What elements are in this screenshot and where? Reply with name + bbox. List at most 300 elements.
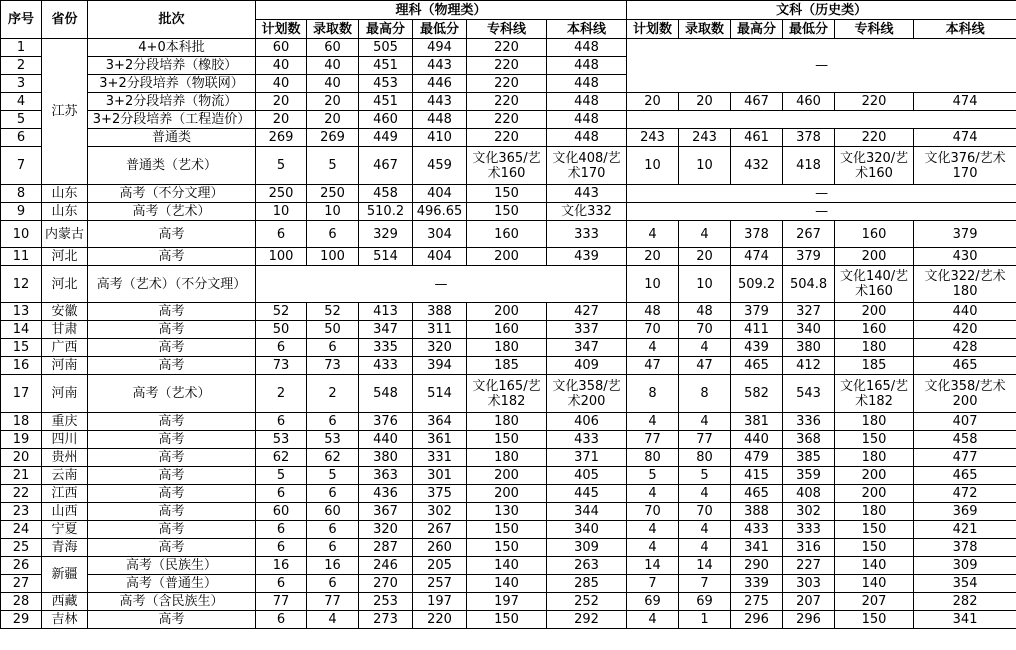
cell: 6 xyxy=(256,485,307,503)
province-cell: 河北 xyxy=(42,266,88,303)
table-row xyxy=(1,503,1016,521)
cell: 220 xyxy=(467,57,547,75)
cell: 6 xyxy=(256,339,307,357)
cell: 380 xyxy=(359,449,413,467)
cell: 347 xyxy=(359,321,413,339)
province-cell: 河南 xyxy=(42,375,88,413)
seq-cell: 20 xyxy=(1,449,42,467)
cell: 5 xyxy=(256,147,307,185)
cell: 文化322/艺术180 xyxy=(914,266,1016,303)
cell: 448 xyxy=(547,57,627,75)
cell: 220 xyxy=(467,93,547,111)
cell: 80 xyxy=(627,449,679,467)
cell: 448 xyxy=(547,75,627,93)
cell: 433 xyxy=(359,357,413,375)
cell: 427 xyxy=(547,303,627,321)
cell: 40 xyxy=(256,75,307,93)
cell: 70 xyxy=(627,321,679,339)
cell: 327 xyxy=(783,303,835,321)
cell: 6 xyxy=(307,339,359,357)
cell: 150 xyxy=(835,611,914,629)
cell: 20 xyxy=(256,111,307,129)
cell: 340 xyxy=(547,521,627,539)
cell: 20 xyxy=(627,93,679,111)
cell: 207 xyxy=(783,593,835,611)
province-cell: 青海 xyxy=(42,539,88,557)
cell: 363 xyxy=(359,467,413,485)
cell: 448 xyxy=(547,129,627,147)
cell: 4 xyxy=(679,221,731,248)
cell: 460 xyxy=(359,111,413,129)
cell: 443 xyxy=(413,57,467,75)
seq-cell: 13 xyxy=(1,303,42,321)
cell: 60 xyxy=(307,39,359,57)
seq-cell: 16 xyxy=(1,357,42,375)
cell: 4 xyxy=(679,339,731,357)
cell: 160 xyxy=(467,321,547,339)
cell: 2 xyxy=(256,375,307,413)
seq-cell: 4 xyxy=(1,93,42,111)
table-row xyxy=(1,39,1016,57)
cell: 6 xyxy=(256,413,307,431)
batch-cell: 高考 xyxy=(88,431,256,449)
cell: 200 xyxy=(467,467,547,485)
seq-cell: 15 xyxy=(1,339,42,357)
table-row xyxy=(1,147,1016,185)
cell: 433 xyxy=(731,521,783,539)
cell: 69 xyxy=(679,593,731,611)
table-row xyxy=(1,266,1016,303)
cell: 407 xyxy=(914,413,1016,431)
cell: 354 xyxy=(914,575,1016,593)
cell: 5 xyxy=(679,467,731,485)
cell: 150 xyxy=(835,521,914,539)
cell: 304 xyxy=(413,221,467,248)
cell: 290 xyxy=(731,557,783,575)
cell: 440 xyxy=(359,431,413,449)
cell: 14 xyxy=(679,557,731,575)
cell: 4 xyxy=(627,413,679,431)
cell: 220 xyxy=(413,611,467,629)
cell: 282 xyxy=(914,593,1016,611)
batch-cell: 高考（艺术）（不分文理） xyxy=(88,266,256,303)
cell: 394 xyxy=(413,357,467,375)
cell: 430 xyxy=(914,248,1016,266)
cell: 461 xyxy=(731,129,783,147)
cell: 73 xyxy=(307,357,359,375)
province-cell: 河南 xyxy=(42,357,88,375)
cell: 160 xyxy=(835,321,914,339)
cell: 200 xyxy=(467,248,547,266)
cell: 388 xyxy=(413,303,467,321)
cell: 451 xyxy=(359,57,413,75)
cell: 367 xyxy=(359,503,413,521)
cell: 80 xyxy=(679,449,731,467)
cell: 388 xyxy=(731,503,783,521)
table-row xyxy=(1,467,1016,485)
cell: 150 xyxy=(467,203,547,221)
cell: 477 xyxy=(914,449,1016,467)
cell: 文化376/艺术170 xyxy=(914,147,1016,185)
cell: 448 xyxy=(547,39,627,57)
cell: 150 xyxy=(467,539,547,557)
cell: 335 xyxy=(359,339,413,357)
cell: 273 xyxy=(359,611,413,629)
table-row xyxy=(1,203,1016,221)
cell: 文化320/艺术160 xyxy=(835,147,914,185)
province-cell: 内蒙古 xyxy=(42,221,88,248)
cell: 20 xyxy=(679,93,731,111)
cell: 197 xyxy=(413,593,467,611)
cell: 4 xyxy=(307,611,359,629)
cell: 6 xyxy=(256,611,307,629)
cell: 4 xyxy=(627,521,679,539)
cell: 48 xyxy=(679,303,731,321)
seq-cell: 5 xyxy=(1,111,42,129)
cell: 448 xyxy=(413,111,467,129)
cell: 100 xyxy=(307,248,359,266)
cell: 185 xyxy=(467,357,547,375)
province-cell: 山西 xyxy=(42,503,88,521)
cell: 6 xyxy=(256,539,307,557)
cell: 文化358/艺术200 xyxy=(914,375,1016,413)
cell: 1 xyxy=(679,611,731,629)
cell: 14 xyxy=(627,557,679,575)
table-row xyxy=(1,357,1016,375)
cell: 5 xyxy=(307,467,359,485)
cell: 275 xyxy=(731,593,783,611)
batch-cell: 高考 xyxy=(88,539,256,557)
cell: 2 xyxy=(307,375,359,413)
cell: 6 xyxy=(307,485,359,503)
cell: 543 xyxy=(783,375,835,413)
cell: 文化332 xyxy=(547,203,627,221)
cell: 140 xyxy=(835,557,914,575)
cell: 150 xyxy=(835,431,914,449)
table-row xyxy=(1,611,1016,629)
cell: 369 xyxy=(914,503,1016,521)
cell: 329 xyxy=(359,221,413,248)
cell: 309 xyxy=(914,557,1016,575)
cell: 371 xyxy=(547,449,627,467)
cell: 504.8 xyxy=(783,266,835,303)
cell: 257 xyxy=(413,575,467,593)
cell: 40 xyxy=(307,57,359,75)
header-arts-plan: 计划数 xyxy=(627,20,679,39)
cell: 197 xyxy=(467,593,547,611)
cell: 270 xyxy=(359,575,413,593)
table-row xyxy=(1,413,1016,431)
seq-cell: 3 xyxy=(1,75,42,93)
cell: 364 xyxy=(413,413,467,431)
cell: 460 xyxy=(783,93,835,111)
cell: 100 xyxy=(256,248,307,266)
cell: 16 xyxy=(256,557,307,575)
batch-cell: 3+2分段培养（物联网） xyxy=(88,75,256,93)
cell: 8 xyxy=(679,375,731,413)
cell: 5 xyxy=(256,467,307,485)
cell: 302 xyxy=(783,503,835,521)
seq-cell: 6 xyxy=(1,129,42,147)
seq-cell: 23 xyxy=(1,503,42,521)
table-row xyxy=(1,93,1016,111)
cell: 10 xyxy=(679,266,731,303)
province-cell: 甘肃 xyxy=(42,321,88,339)
batch-cell: 3+2分段培养（物流） xyxy=(88,93,256,111)
cell: 70 xyxy=(679,321,731,339)
cell: 53 xyxy=(307,431,359,449)
cell: 60 xyxy=(256,503,307,521)
cell: 333 xyxy=(547,221,627,248)
batch-cell: 高考 xyxy=(88,221,256,248)
cell: 200 xyxy=(835,467,914,485)
cell: 20 xyxy=(679,248,731,266)
cell: 439 xyxy=(731,339,783,357)
cell: 458 xyxy=(359,185,413,203)
cell: 340 xyxy=(783,321,835,339)
cell: 243 xyxy=(627,129,679,147)
cell: 7 xyxy=(627,575,679,593)
seq-cell: 19 xyxy=(1,431,42,449)
cell: 337 xyxy=(547,321,627,339)
seq-cell: 29 xyxy=(1,611,42,629)
seq-cell: 21 xyxy=(1,467,42,485)
cell: 77 xyxy=(307,593,359,611)
cell: 405 xyxy=(547,467,627,485)
cell: 451 xyxy=(359,93,413,111)
cell: 243 xyxy=(679,129,731,147)
batch-cell: 高考（艺术） xyxy=(88,375,256,413)
cell: 150 xyxy=(835,539,914,557)
cell: 341 xyxy=(731,539,783,557)
cell: 467 xyxy=(731,93,783,111)
cell: 474 xyxy=(914,129,1016,147)
cell: 160 xyxy=(835,221,914,248)
cell: 4 xyxy=(679,485,731,503)
cell: 77 xyxy=(256,593,307,611)
header-science: 理科（物理类） xyxy=(256,1,627,20)
empty-arts-cell: — xyxy=(627,203,1016,221)
cell: 48 xyxy=(627,303,679,321)
cell: 474 xyxy=(731,248,783,266)
batch-cell: 高考 xyxy=(88,521,256,539)
cell: 418 xyxy=(783,147,835,185)
cell: 20 xyxy=(307,93,359,111)
seq-cell: 17 xyxy=(1,375,42,413)
cell: 263 xyxy=(547,557,627,575)
batch-cell: 高考 xyxy=(88,339,256,357)
cell: 207 xyxy=(835,593,914,611)
cell: 文化140/艺术160 xyxy=(835,266,914,303)
cell: 448 xyxy=(547,111,627,129)
table-row xyxy=(1,129,1016,147)
batch-cell: 高考（不分文理） xyxy=(88,185,256,203)
batch-cell: 高考 xyxy=(88,611,256,629)
cell: 227 xyxy=(783,557,835,575)
cell: 180 xyxy=(835,449,914,467)
cell: 479 xyxy=(731,449,783,467)
header-sci-bachelor: 本科线 xyxy=(547,20,627,39)
cell: 10 xyxy=(256,203,307,221)
cell: 309 xyxy=(547,539,627,557)
cell: 200 xyxy=(835,303,914,321)
cell: 220 xyxy=(467,39,547,57)
cell: 406 xyxy=(547,413,627,431)
header-sci-min: 最低分 xyxy=(413,20,467,39)
cell: 69 xyxy=(627,593,679,611)
header-sci-admit: 录取数 xyxy=(307,20,359,39)
cell: 379 xyxy=(783,248,835,266)
cell: 376 xyxy=(359,413,413,431)
cell: 10 xyxy=(627,266,679,303)
cell: 410 xyxy=(413,129,467,147)
cell: 250 xyxy=(256,185,307,203)
cell: 180 xyxy=(467,413,547,431)
cell: 260 xyxy=(413,539,467,557)
seq-cell: 10 xyxy=(1,221,42,248)
cell: 220 xyxy=(467,129,547,147)
cell: 62 xyxy=(256,449,307,467)
cell: 246 xyxy=(359,557,413,575)
cell: 40 xyxy=(256,57,307,75)
cell: 465 xyxy=(731,357,783,375)
cell: 433 xyxy=(547,431,627,449)
cell: 10 xyxy=(679,147,731,185)
cell: 180 xyxy=(467,339,547,357)
table-row xyxy=(1,557,1016,575)
cell: 436 xyxy=(359,485,413,503)
seq-cell: 11 xyxy=(1,248,42,266)
cell: 40 xyxy=(307,75,359,93)
cell: 10 xyxy=(307,203,359,221)
seq-cell: 25 xyxy=(1,539,42,557)
cell: 5 xyxy=(627,467,679,485)
cell: 509.2 xyxy=(731,266,783,303)
seq-cell: 24 xyxy=(1,521,42,539)
cell: 6 xyxy=(307,221,359,248)
batch-cell: 高考 xyxy=(88,303,256,321)
cell: 420 xyxy=(914,321,1016,339)
cell: 70 xyxy=(679,503,731,521)
cell: 445 xyxy=(547,485,627,503)
province-cell: 宁夏 xyxy=(42,521,88,539)
cell: 180 xyxy=(835,413,914,431)
cell: 160 xyxy=(467,221,547,248)
cell: 287 xyxy=(359,539,413,557)
cell: 316 xyxy=(783,539,835,557)
cell: 6 xyxy=(307,521,359,539)
cell: 496.65 xyxy=(413,203,467,221)
cell: 6 xyxy=(307,413,359,431)
cell: 文化365/艺术160 xyxy=(467,147,547,185)
cell: 443 xyxy=(413,93,467,111)
cell: 378 xyxy=(914,539,1016,557)
cell: 50 xyxy=(256,321,307,339)
cell: 413 xyxy=(359,303,413,321)
cell: 412 xyxy=(783,357,835,375)
table-row xyxy=(1,303,1016,321)
batch-cell: 高考 xyxy=(88,449,256,467)
cell: 140 xyxy=(835,575,914,593)
cell: 4 xyxy=(627,611,679,629)
seq-cell: 27 xyxy=(1,575,42,593)
cell: 409 xyxy=(547,357,627,375)
cell: 331 xyxy=(413,449,467,467)
cell: 6 xyxy=(307,575,359,593)
seq-cell: 14 xyxy=(1,321,42,339)
cell: 285 xyxy=(547,575,627,593)
cell: 6 xyxy=(307,539,359,557)
cell: 文化165/艺术182 xyxy=(467,375,547,413)
cell: 458 xyxy=(914,431,1016,449)
cell: 336 xyxy=(783,413,835,431)
batch-cell: 高考 xyxy=(88,467,256,485)
header-arts-admit: 录取数 xyxy=(679,20,731,39)
cell: 320 xyxy=(359,521,413,539)
header-arts-max: 最高分 xyxy=(731,20,783,39)
cell: 439 xyxy=(547,248,627,266)
cell: 200 xyxy=(835,485,914,503)
cell: 432 xyxy=(731,147,783,185)
batch-cell: 高考 xyxy=(88,485,256,503)
cell: 73 xyxy=(256,357,307,375)
cell: 467 xyxy=(359,147,413,185)
seq-cell: 28 xyxy=(1,593,42,611)
cell: 443 xyxy=(547,185,627,203)
cell: 385 xyxy=(783,449,835,467)
table-row xyxy=(1,339,1016,357)
province-cell: 新疆 xyxy=(42,557,88,593)
cell: 180 xyxy=(835,339,914,357)
province-cell: 江苏 xyxy=(42,39,88,185)
cell: 220 xyxy=(835,129,914,147)
cell: 6 xyxy=(256,221,307,248)
cell: 378 xyxy=(783,129,835,147)
cell: 380 xyxy=(783,339,835,357)
cell: 408 xyxy=(783,485,835,503)
cell: 368 xyxy=(783,431,835,449)
cell: 269 xyxy=(256,129,307,147)
cell: 269 xyxy=(307,129,359,147)
cell: 20 xyxy=(256,93,307,111)
cell: 4 xyxy=(679,539,731,557)
empty-arts-cell: — xyxy=(627,39,1016,93)
cell: 375 xyxy=(413,485,467,503)
table-row xyxy=(1,575,1016,593)
empty-arts-cell: — xyxy=(627,185,1016,203)
table-row xyxy=(1,321,1016,339)
table-row xyxy=(1,431,1016,449)
cell: 404 xyxy=(413,248,467,266)
cell: 4 xyxy=(627,339,679,357)
header-sci-plan: 计划数 xyxy=(256,20,307,39)
province-cell: 重庆 xyxy=(42,413,88,431)
seq-cell: 7 xyxy=(1,147,42,185)
cell: 253 xyxy=(359,593,413,611)
cell: 200 xyxy=(467,485,547,503)
cell: 220 xyxy=(467,111,547,129)
empty-science-cell: — xyxy=(256,266,627,303)
cell: 150 xyxy=(467,611,547,629)
province-cell: 贵州 xyxy=(42,449,88,467)
cell: 311 xyxy=(413,321,467,339)
cell: 130 xyxy=(467,503,547,521)
table-row xyxy=(1,485,1016,503)
cell: 421 xyxy=(914,521,1016,539)
batch-cell: 高考 xyxy=(88,321,256,339)
batch-cell: 高考 xyxy=(88,503,256,521)
batch-cell: 3+2分段培养（橡胶） xyxy=(88,57,256,75)
